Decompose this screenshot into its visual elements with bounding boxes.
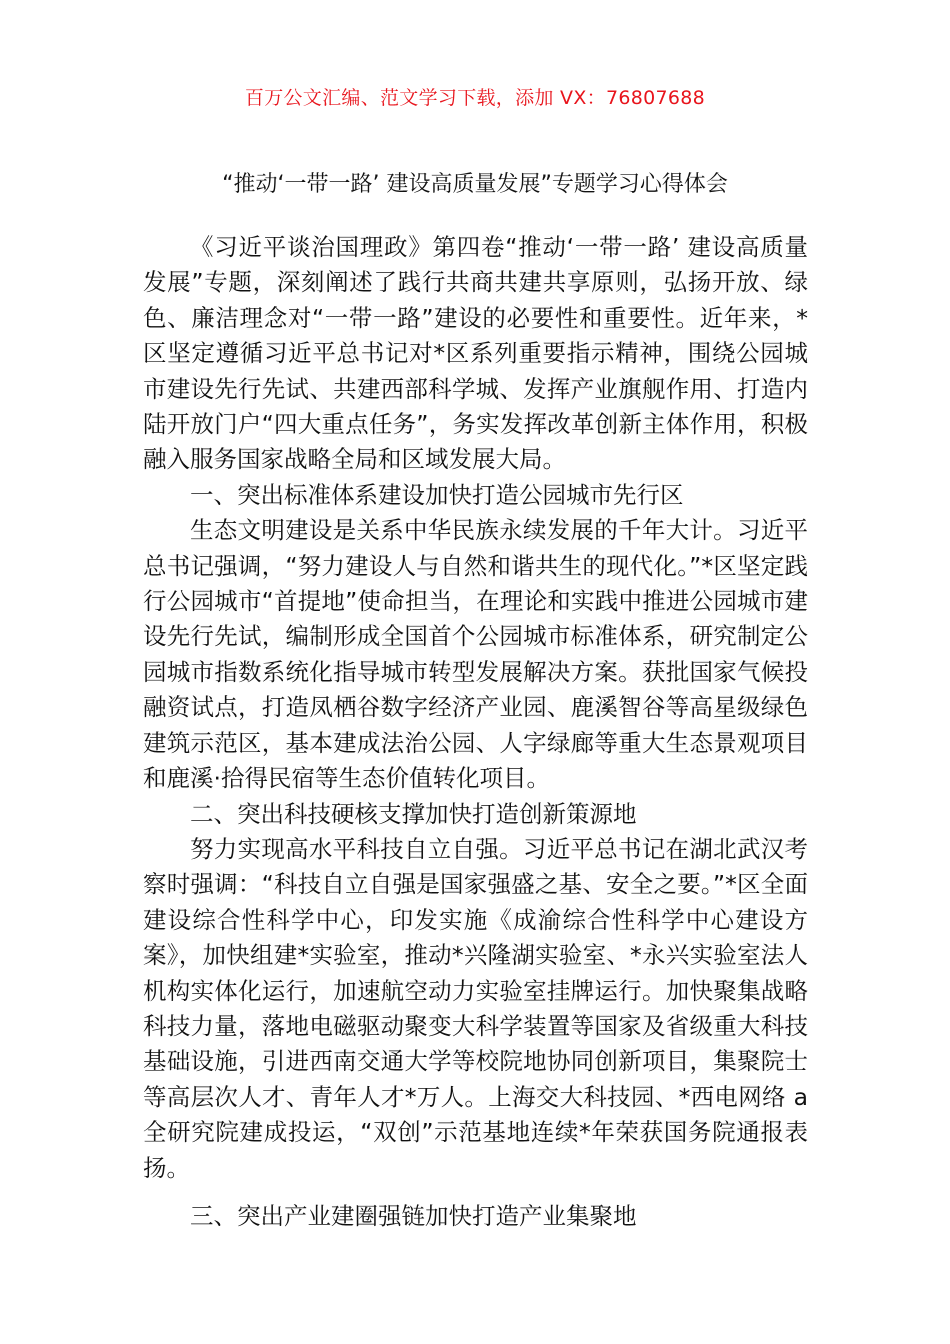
section-paragraph-2: 努力实现高水平科技自立自强。习近平总书记在湖北武汉考察时强调：“科技自立自强是国家强盛之基、安全之要。”*区全面建设综合性科学中心，印发实施《成渝综合性科学中心建设方案》，加快组建*实验室，推动*兴隆湖实验室、*永兴实验室法人机构实体化运行，加速航空动力实验室挂牌运行。加快聚集战略科技力量，落地电磁驱动聚变大科学装置等国家及省级重大科技基础设施，引进西南交通大学等校院地协同创新项目，集聚院士等高层次人才、青年人才*万人。上海交大科技园、*西电网络 a 全研究院建成投运，“双创”示范基地连续*年荣获国务院通报表扬。: [143, 834, 808, 1182]
document-body: [143, 230, 808, 1234]
watermark-banner: 百万公文汇编、范文学习下载，添加 VX：76807688: [244, 87, 706, 109]
intro-paragraph: 《习近平谈治国理政》第四卷“推动‘一带一路’ 建设高质量发展”专题，深刻阐述了践行共商共建共享原则，弘扬开放、绿色、廉洁理念对“一带一路”建设的必要性和重要性。近年来，*区坚定遵循习近平总书记对*区系列重要指示精神，围绕公园城市建设先行先试、共建西部科学城、发挥产业旗舰作用、打造内陆开放门户“四大重点任务”，务实发挥改革创新主体作用，积极融入服务国家战略全局和区域发展大局。: [143, 233, 808, 474]
section-heading-2: 二、突出科技硬核支撑加快打造创新策源地: [190, 799, 637, 828]
document-title: “推动‘一带一路’ 建设高质量发展”专题学习心得体会: [222, 172, 728, 197]
section-heading-1: 一、突出标准体系建设加快打造公园城市先行区: [190, 480, 684, 509]
paragraph-spacer: [143, 1186, 808, 1199]
section-paragraph-1: 生态文明建设是关系中华民族永续发展的千年大计。习近平总书记强调，“努力建设人与自然和谐共生的现代化。”*区坚定践行公园城市“首提地”使命担当，在理论和实践中推进公园城市建设先行先试，编制形成全国首个公园城市标准体系，研究制定公园城市指数系统化指导城市转型发展解决方案。获批国家气候投融资试点，打造凤栖谷数字经济产业园、鹿溪智谷等高星级绿色建筑示范区，基本建成法治公园、人字绿廊等重大生态景观项目和鹿溪·拾得民宿等生态价值转化项目。: [143, 516, 808, 793]
section-heading-3: 三、突出产业建圈强链加快打造产业集聚地: [190, 1201, 637, 1230]
